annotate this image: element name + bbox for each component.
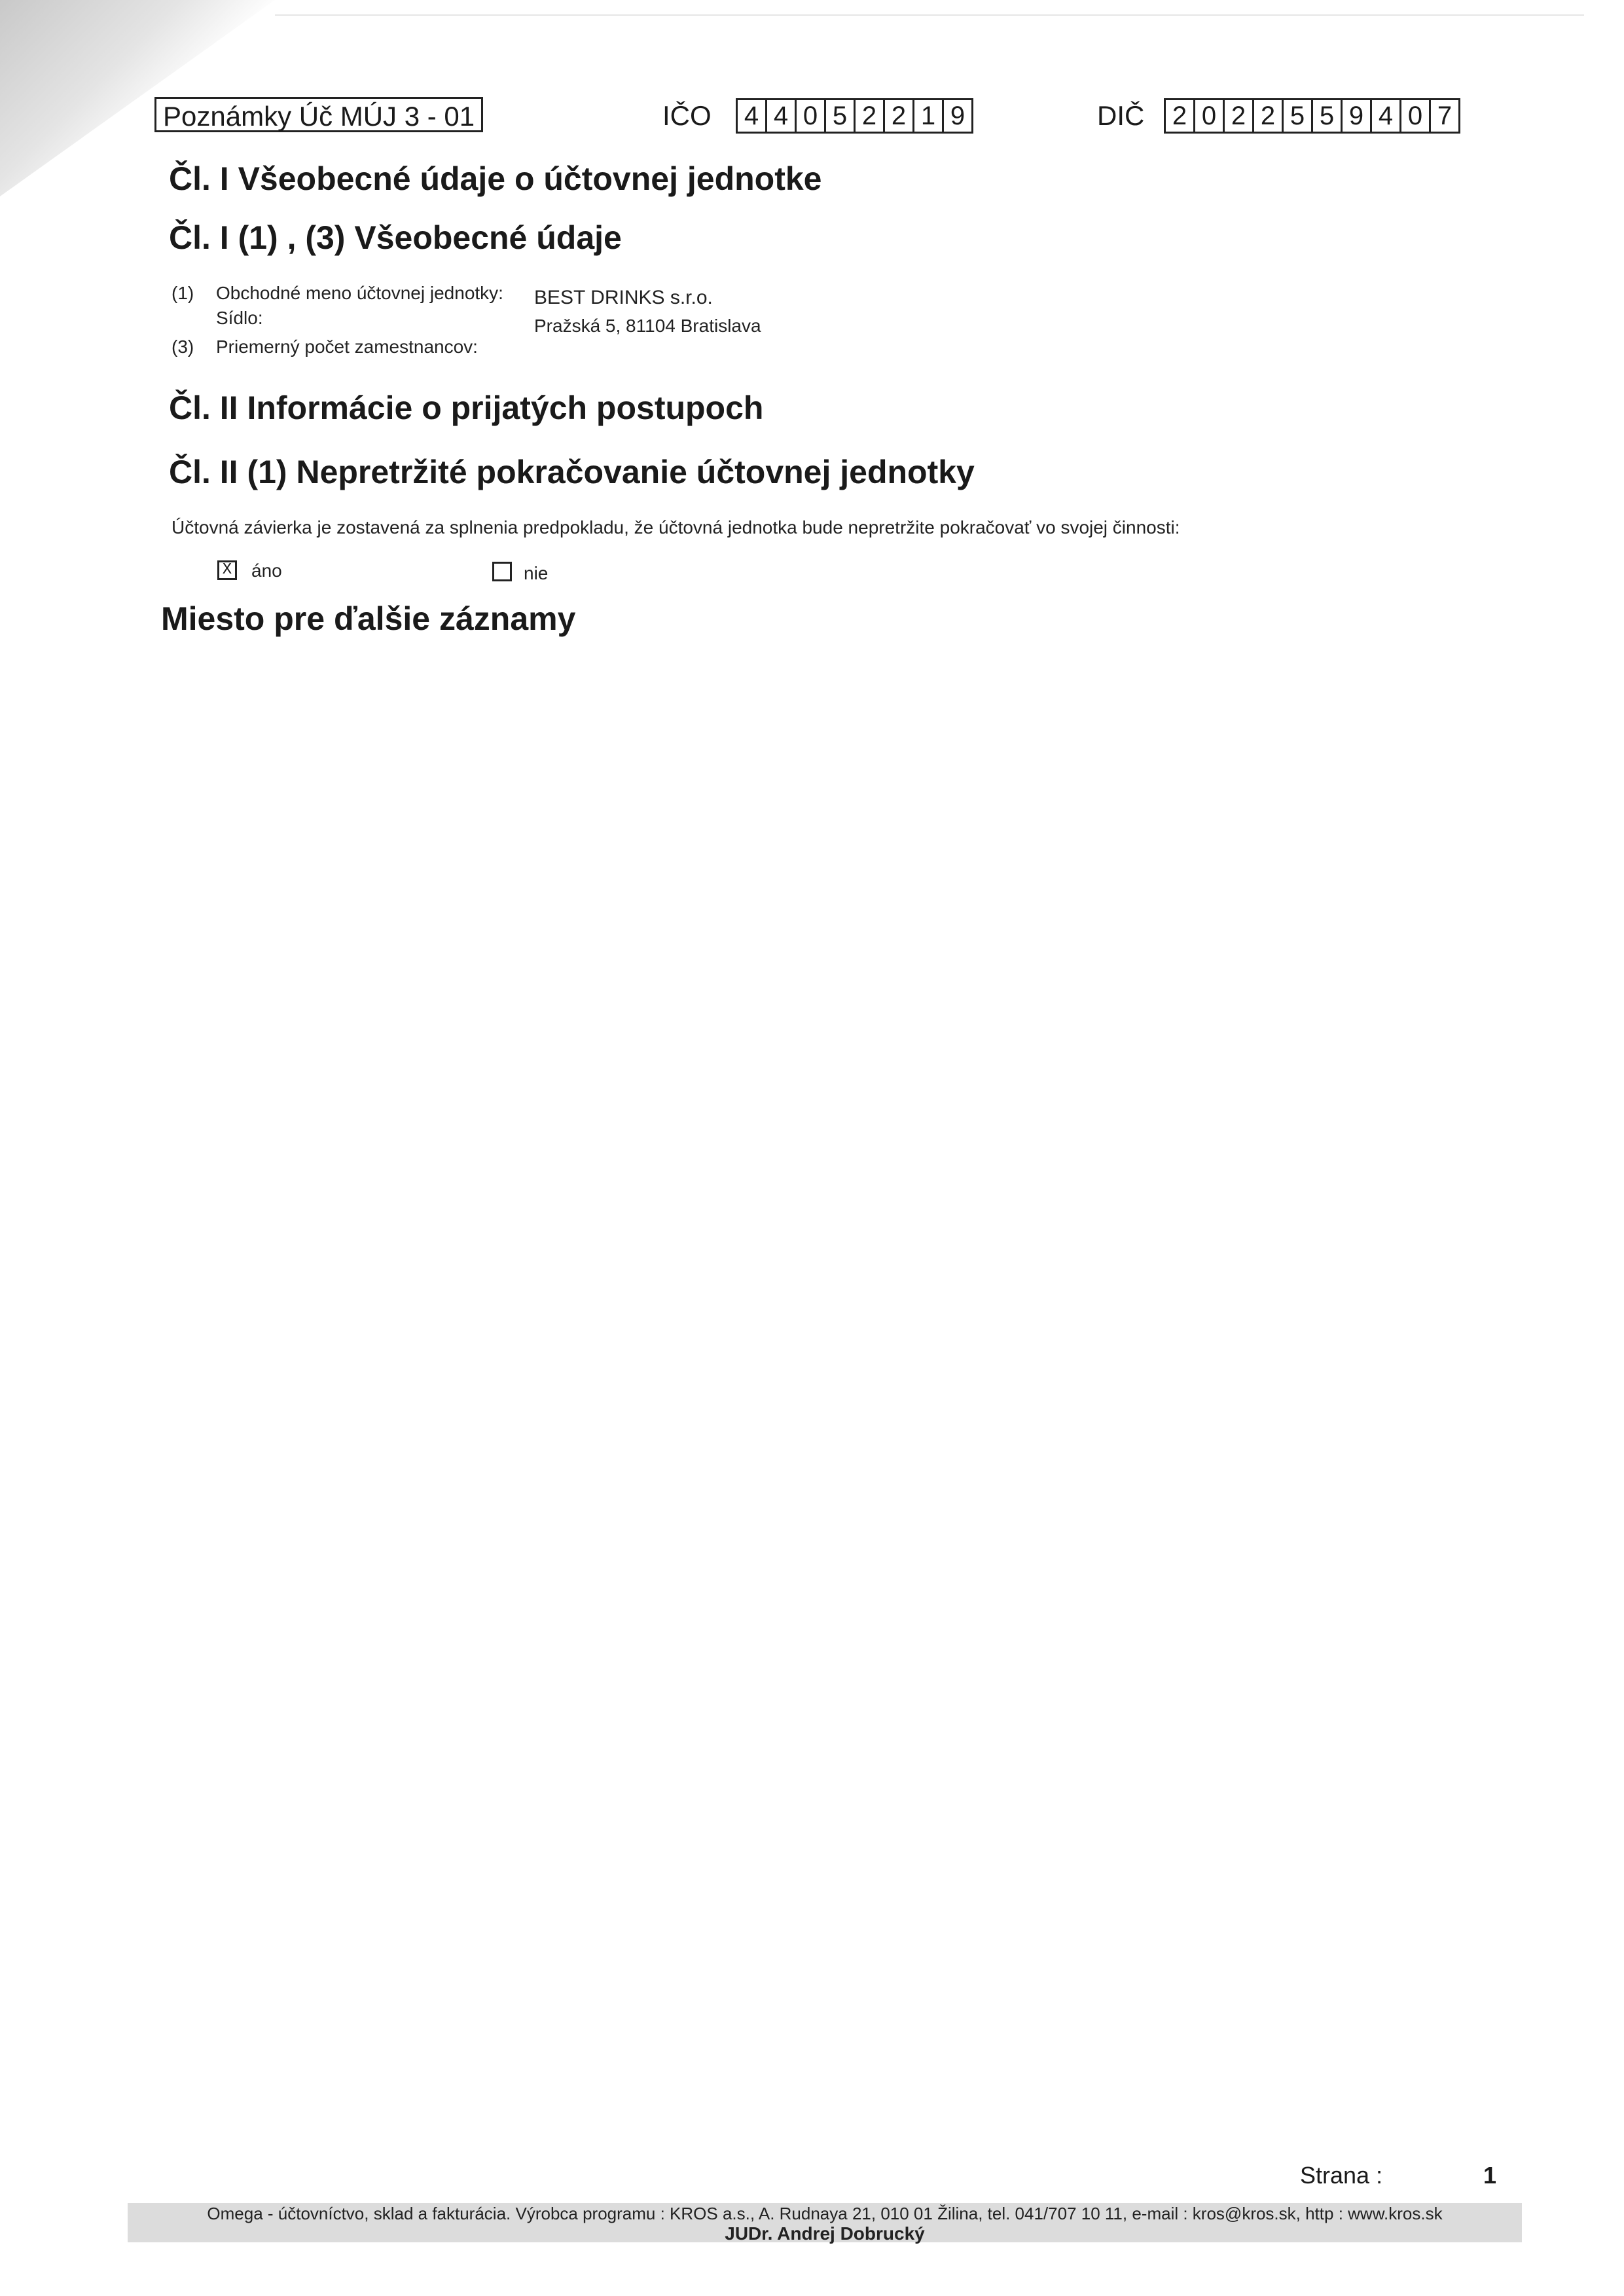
row3-number: (3) [171, 337, 194, 357]
page-label: Strana : [1300, 2162, 1383, 2189]
checkbox-nie [492, 562, 512, 581]
page-top-edge [275, 14, 1584, 16]
dic-digit: 0 [1195, 100, 1225, 132]
dic-digit: 5 [1313, 100, 1343, 132]
section1-title: Čl. I Všeobecné údaje o účtovnej jednotke [169, 160, 822, 197]
ico-digit: 4 [738, 100, 767, 132]
dic-digit: 9 [1343, 100, 1372, 132]
section1-subtitle: Čl. I (1) , (3) Všeobecné údaje [169, 219, 622, 256]
ico-digit: 5 [826, 100, 856, 132]
ico-digit: 0 [797, 100, 826, 132]
seat-label: Sídlo: [216, 308, 263, 328]
ico-digits [736, 98, 973, 134]
going-concern-statement: Účtovná závierka je zostavená za splnenia predpokladu, že účtovná jednotka bude nepretržite pokračovať vo svojej činnosti: [171, 517, 1180, 538]
ico-digit: 2 [885, 100, 914, 132]
option-ano-label: áno [251, 560, 282, 581]
checkbox-ano: X [217, 560, 237, 580]
ico-digit: 1 [914, 100, 944, 132]
section2-subtitle: Čl. II (1) Nepretržité pokračovanie účtovnej jednotky [169, 454, 975, 490]
dic-digit: 2 [1254, 100, 1284, 132]
company-name-value: BEST DRINKS s.r.o. [534, 287, 713, 308]
row1-number: (1) [171, 283, 194, 303]
ico-label: IČO [662, 100, 712, 131]
footer-program-text: Omega - účtovníctvo, sklad a fakturácia. Výrobca programu : KROS a.s., A. Rudnaya 21, 010 01 Žilina, tel. 041/707 10 11, e-mail : kros@kros.sk, http : www.kros.sk [207, 2204, 1443, 2223]
option-nie-label: nie [524, 563, 549, 583]
form-label: Poznámky Úč MÚJ 3 - 01 [154, 97, 483, 132]
ico-digit: 2 [856, 100, 885, 132]
company-name-label: Obchodné meno účtovnej jednotky: [216, 283, 503, 303]
dic-digits [1164, 98, 1460, 134]
section2-title: Čl. II Informácie o prijatých postupoch [169, 390, 764, 426]
ico-digit: 4 [767, 100, 797, 132]
footer-signatory: JUDr. Andrej Dobrucký [725, 2223, 925, 2244]
seat-value: Pražská 5, 81104 Bratislava [534, 316, 761, 336]
dic-digit: 7 [1437, 101, 1453, 130]
ico-digit: 9 [950, 101, 965, 130]
dic-digit: 0 [1401, 100, 1431, 132]
dic-digit: 2 [1225, 100, 1254, 132]
dic-digit: 5 [1284, 100, 1313, 132]
page-number: 1 [1483, 2162, 1497, 2189]
dic-digit: 4 [1372, 100, 1401, 132]
employees-label: Priemerný počet zamestnancov: [216, 337, 478, 357]
dic-label: DIČ [1097, 100, 1145, 131]
notes-title: Miesto pre ďalšie záznamy [161, 600, 576, 637]
dic-digit: 2 [1166, 100, 1195, 132]
